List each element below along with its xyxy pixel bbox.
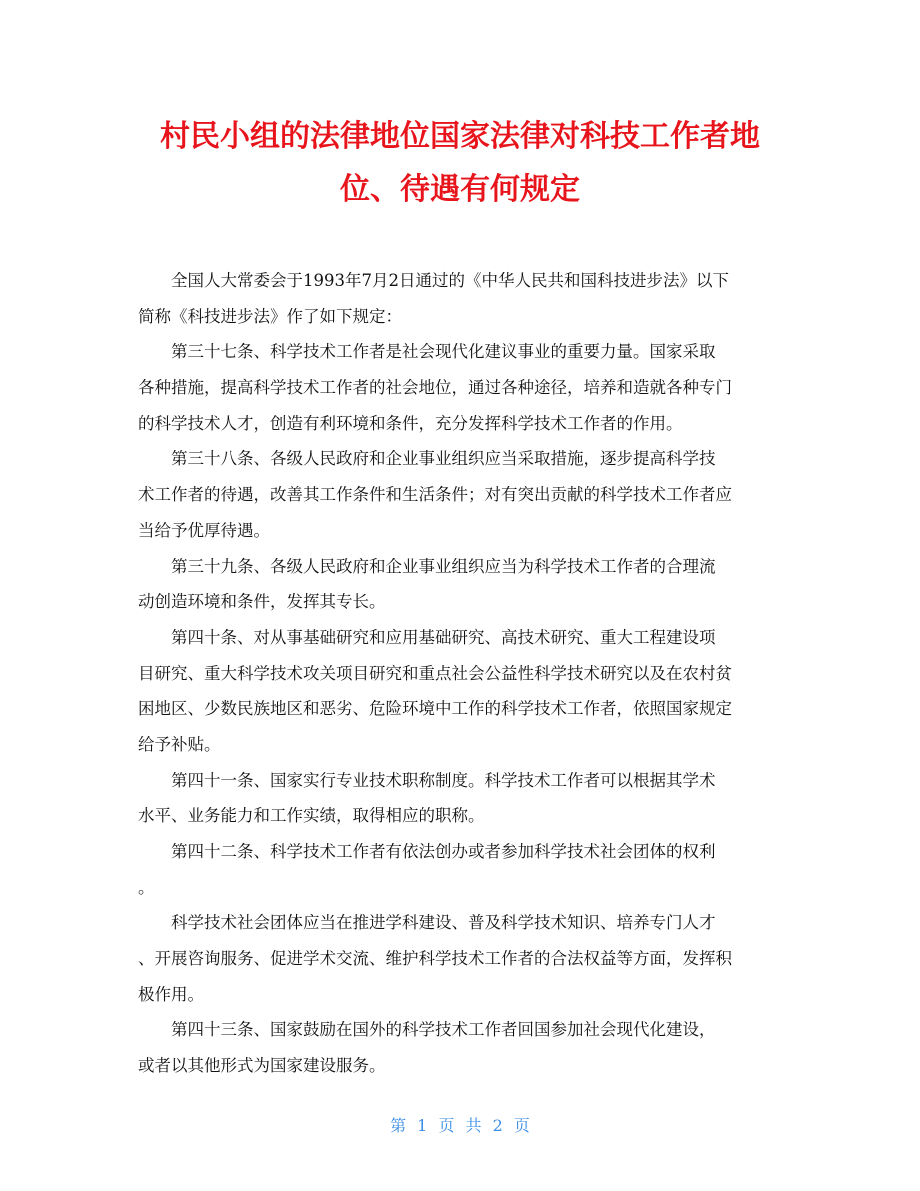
- text-line: 。: [138, 877, 155, 897]
- text-line: 困地区、少数民族地区和恶劣、危险环境中工作的科学技术工作者，依照国家规定: [138, 699, 732, 719]
- paragraph: [138, 620, 788, 763]
- paragraph: [138, 441, 788, 548]
- text-line: 第四十一条、国家实行专业技术职称制度。科学技术工作者可以根据其学术: [138, 770, 716, 790]
- paragraph: [138, 834, 788, 905]
- text-line: 全国人大常委会于1993年7月2日通过的《中华人民共和国科技进步法》以下: [138, 271, 729, 290]
- text-line: 给予补贴。: [138, 734, 221, 754]
- paragraph: [138, 263, 788, 334]
- paragraph: [138, 334, 788, 441]
- text-line: 术工作者的待遇，改善其工作条件和生活条件；对有突出贡献的科学技术工作者应: [138, 485, 732, 505]
- text-line: 目研究、重大科学技术攻关项目研究和重点社会公益性科学技术研究以及在农村贫: [138, 663, 732, 683]
- page-number: 第 1 页 共 2 页: [390, 1116, 530, 1135]
- text-line: 第四十条、对从事基础研究和应用基础研究、高技术研究、重大工程建设项: [138, 627, 716, 647]
- text-line: 的科学技术人才，创造有利环境和条件，充分发挥科学技术工作者的作用。: [138, 413, 683, 433]
- text-line: 极作用。: [138, 984, 204, 1004]
- text-line: 第三十七条、科学技术工作者是社会现代化建议事业的重要力量。国家采取: [138, 342, 716, 362]
- text-line: 水平、业务能力和工作实绩，取得相应的职称。: [138, 806, 485, 826]
- text-line: 第四十三条、国家鼓励在国外的科学技术工作者回国参加社会现代化建设，: [138, 1020, 716, 1040]
- paragraph: [138, 763, 788, 834]
- paragraph: [138, 1012, 788, 1083]
- paragraph: [138, 549, 788, 620]
- title-line: 位、待遇有何规定: [340, 172, 580, 207]
- text-line: 科学技术社会团体应当在推进学科建设、普及科学技术知识、培养专门人才: [138, 913, 716, 933]
- text-line: 第三十九条、各级人民政府和企业事业组织应当为科学技术工作者的合理流: [138, 556, 716, 576]
- document-title: [0, 110, 920, 216]
- paragraph: [138, 905, 788, 1012]
- title-line: 村民小组的法律地位国家法律对科技工作者地: [160, 119, 760, 154]
- text-line: 或者以其他形式为国家建设服务。: [138, 1056, 386, 1076]
- text-line: 各种措施，提高科学技术工作者的社会地位，通过各种途径，培养和造就各种专门: [138, 378, 732, 398]
- text-line: 、开展咨询服务、促进学术交流、维护科学技术工作者的合法权益等方面，发挥积: [138, 949, 732, 969]
- text-line: 动创造环境和条件，发挥其专长。: [138, 592, 386, 612]
- text-line: 第四十二条、科学技术工作者有依法创办或者参加科学技术社会团体的权利: [138, 842, 716, 861]
- text-line: 简称《科技进步法》作了如下规定：: [138, 306, 402, 326]
- document-body: [138, 263, 788, 1084]
- text-line: 当给予优厚待遇。: [138, 520, 270, 540]
- text-line: 第三十八条、各级人民政府和企业事业组织应当采取措施，逐步提高科学技: [138, 449, 716, 469]
